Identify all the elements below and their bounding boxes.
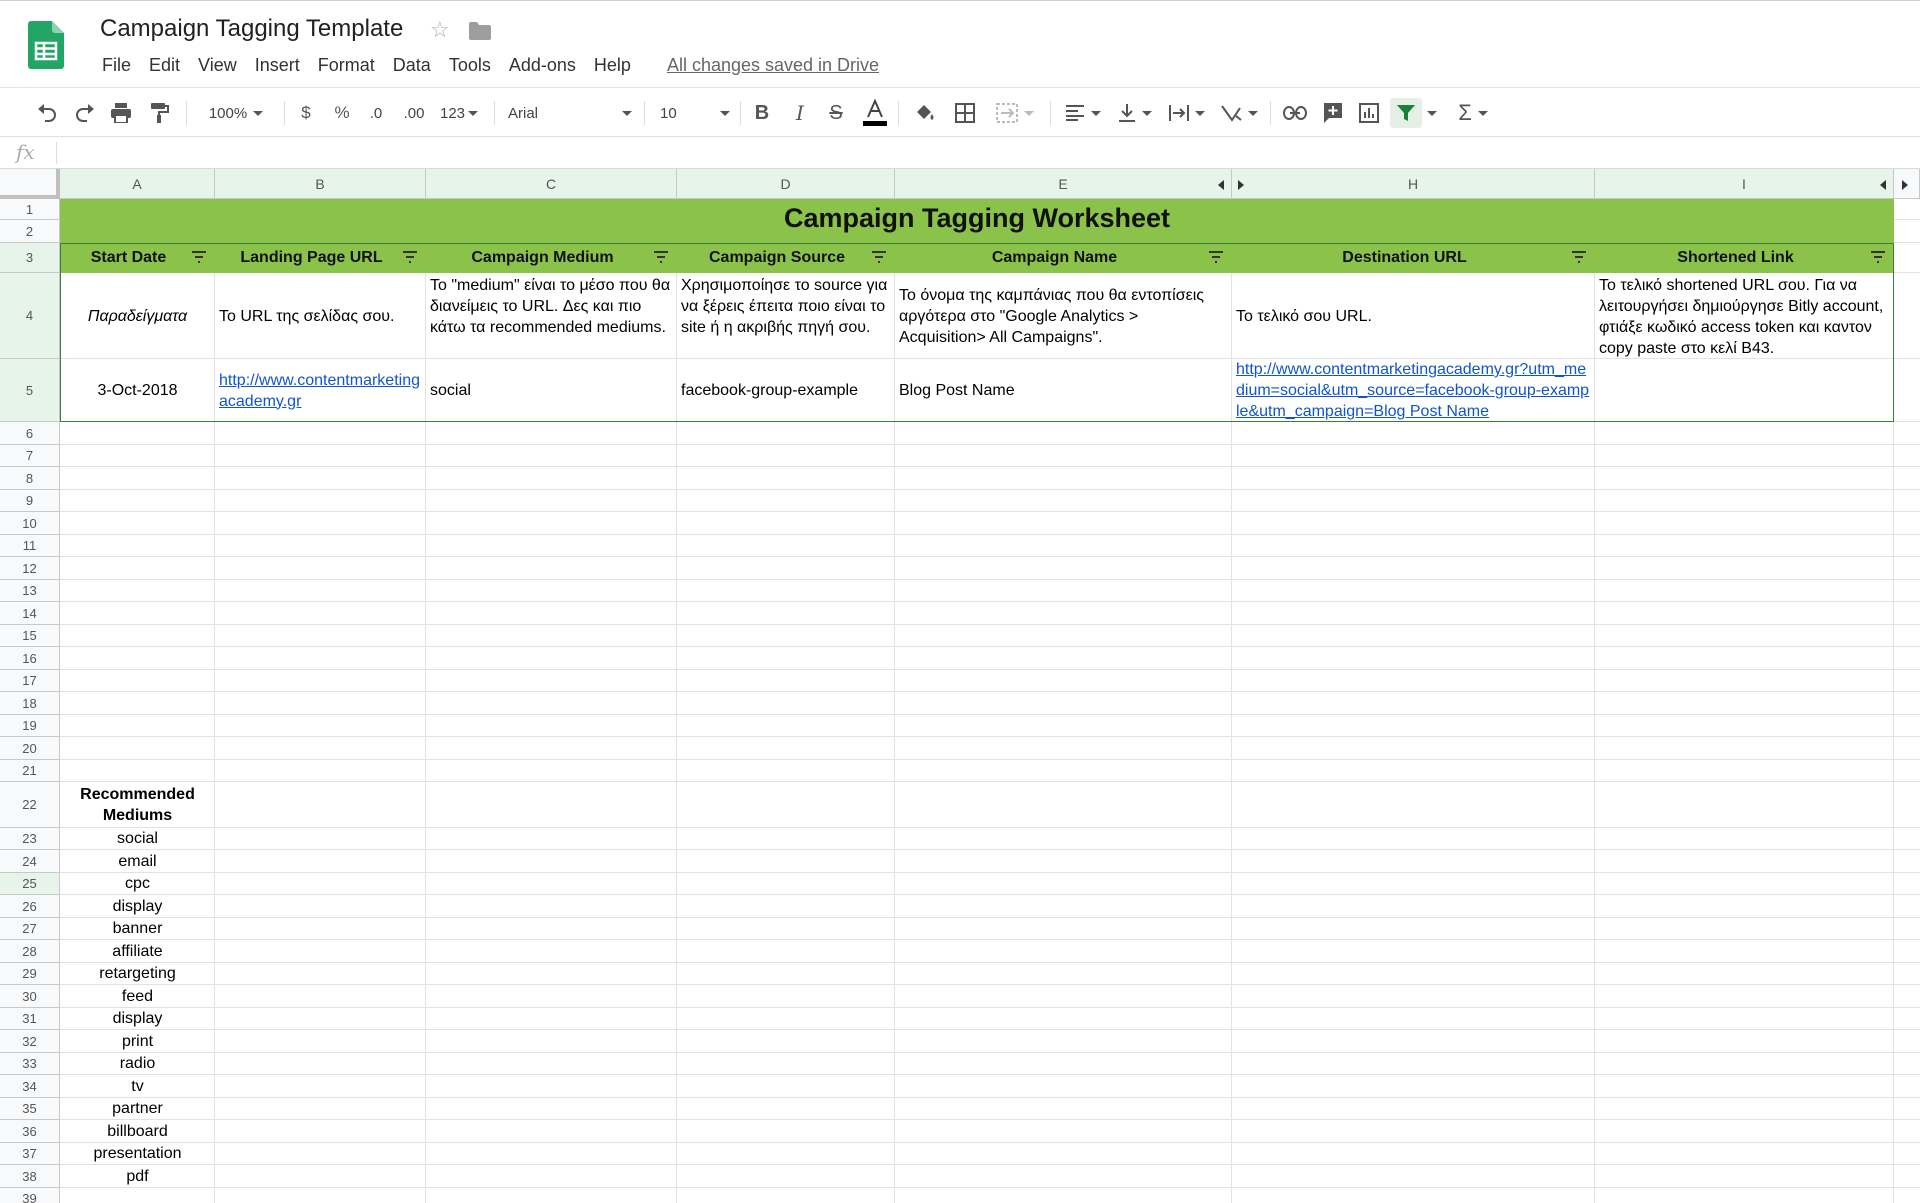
example-shortened-link-cell[interactable]: Το τελικό shortened URL σου. Για να λειτουργήσει δημιούργησε Bitly account, φτιάξε κωδικό access token και καντον copy paste στο κελί B43. [1599, 277, 1884, 357]
horizontal-align-icon[interactable] [1062, 98, 1104, 128]
start-date-cell[interactable]: 3-Oct-2018 [97, 382, 178, 399]
medium-cell[interactable]: billboard [107, 1123, 168, 1140]
source-cell[interactable]: facebook-group-example [681, 382, 858, 399]
gridline [60, 827, 1920, 828]
row-header[interactable]: 29 [0, 963, 60, 985]
header-cell[interactable] [1232, 243, 1595, 273]
row-header[interactable]: 14 [0, 602, 60, 625]
italic-icon[interactable]: I [796, 101, 804, 125]
gridline [60, 894, 1920, 895]
menu-data[interactable]: Data [392, 55, 431, 75]
menu-edit[interactable]: Edit [149, 55, 181, 75]
row-header[interactable]: 35 [0, 1098, 60, 1120]
column-filter-icon[interactable] [1208, 251, 1224, 263]
gridline [60, 691, 1920, 692]
chevron-down-icon [1478, 111, 1488, 116]
row-header[interactable]: 36 [0, 1120, 60, 1143]
filter-menu-chevron-down-icon[interactable] [1424, 98, 1440, 128]
shortened-link-cell[interactable] [1595, 359, 1894, 422]
toolbar-separator [898, 101, 899, 125]
gridline [60, 1142, 1920, 1143]
strikethrough-icon[interactable]: S [829, 101, 843, 124]
increase-decimal-button[interactable] [398, 98, 430, 128]
header-row [60, 243, 1894, 273]
row-header[interactable]: 9 [0, 490, 60, 512]
column-header-h[interactable]: H [1232, 169, 1595, 199]
sheets-logo-icon[interactable] [28, 21, 64, 69]
chevron-down-icon [622, 111, 632, 116]
borders-icon[interactable] [950, 98, 980, 128]
row-header[interactable]: 38 [0, 1165, 60, 1188]
row-header[interactable]: 6 [0, 422, 60, 445]
header-cell[interactable] [677, 243, 895, 273]
header-label: Destination URL [1342, 249, 1467, 266]
destination-url-link[interactable]: http://www.contentmarketingacademy.gr?utm_medium=social&utm_source=facebook-group-example&utm_campaign=Blog Post Name [1236, 361, 1590, 420]
chevron-down-icon [468, 111, 478, 116]
scroll-right-arrow-icon[interactable] [1902, 180, 1908, 190]
row-header[interactable]: 4 [0, 273, 60, 359]
menu-view[interactable]: View [198, 55, 237, 75]
insert-chart-icon[interactable] [1354, 98, 1384, 128]
gridline [60, 1074, 1920, 1075]
formula-bar-divider [56, 142, 57, 164]
gridline [60, 984, 1920, 985]
row-header[interactable]: 22 [0, 782, 60, 828]
menu-insert[interactable]: Insert [254, 55, 300, 75]
chevron-down-icon [1142, 111, 1152, 116]
vertical-align-icon[interactable] [1114, 98, 1156, 128]
gridline [60, 872, 1920, 873]
select-all-corner[interactable] [0, 169, 60, 199]
gridline [60, 1164, 1920, 1165]
sheet-title[interactable]: Campaign Tagging Worksheet [783, 203, 1171, 233]
gridline [60, 624, 1920, 625]
currency-label: $ [301, 103, 311, 122]
font-size-select[interactable] [660, 98, 730, 128]
redo-icon[interactable] [70, 98, 100, 128]
gridline [60, 601, 1920, 602]
functions-icon[interactable]: Σ [1450, 98, 1496, 128]
gridline [60, 556, 1920, 557]
row-header[interactable]: 2 [0, 220, 60, 243]
row-header[interactable]: 17 [0, 670, 60, 692]
medium-cell[interactable]: display [112, 1010, 163, 1027]
header-cell[interactable] [1595, 243, 1894, 273]
bold-icon[interactable]: B [754, 101, 770, 124]
row-header[interactable]: 26 [0, 895, 60, 918]
gridline [60, 917, 1920, 918]
insert-comment-icon[interactable] [1318, 98, 1348, 128]
medium-cell[interactable]: pdf [126, 1168, 149, 1185]
text-rotation-icon[interactable] [1218, 98, 1260, 128]
example-landing-url-cell[interactable]: Το URL της σελίδας σου. [219, 307, 395, 325]
gridline [60, 489, 1920, 490]
row-header[interactable]: 7 [0, 445, 60, 467]
column-header-d[interactable]: D [677, 169, 895, 199]
row-header[interactable]: 37 [0, 1143, 60, 1165]
header-cell[interactable] [60, 243, 215, 273]
gridline [60, 579, 1920, 580]
star-icon[interactable]: ☆ [430, 17, 450, 42]
gridline [60, 534, 1920, 535]
text-color-icon[interactable] [860, 98, 890, 128]
zoom-value: 100% [208, 104, 248, 122]
landing-url-cell[interactable] [215, 359, 426, 422]
medium-cell[interactable]: banner [112, 920, 163, 937]
header-label: Landing Page URL [240, 249, 383, 266]
example-source-cell[interactable]: Χρησιμοποίησε το source για να ξέρεις έπειτα ποιο είναι το site ή η ακριβής πηγή σου. [681, 277, 888, 336]
menu-tools[interactable]: Tools [448, 55, 491, 75]
fx-icon: fx [16, 140, 35, 164]
row-header[interactable]: 34 [0, 1075, 60, 1098]
hidden-columns-right-arrow-icon[interactable] [1238, 180, 1244, 190]
example-campaign-name-cell[interactable]: Το όνομα της καμπάνιας που θα εντοπίσεις αργότερα στο "Google Analytics > Acquisition> All Campaigns". [899, 286, 1205, 346]
example-destination-url-cell[interactable]: Το τελικό σου URL. [1236, 307, 1372, 325]
zoom-select[interactable] [200, 98, 272, 128]
column-filter-icon[interactable] [191, 251, 207, 263]
campaign-name-cell[interactable]: Blog Post Name [899, 382, 1015, 399]
row-header[interactable]: 28 [0, 940, 60, 963]
gridline [60, 714, 1920, 715]
medium-cell[interactable]: radio [119, 1055, 156, 1072]
menu-file[interactable]: File [102, 55, 132, 75]
row-header[interactable]: 27 [0, 918, 60, 940]
chevron-down-icon [253, 111, 263, 116]
gridline [60, 962, 1920, 963]
row-header[interactable]: 31 [0, 1008, 60, 1030]
gridline [60, 1029, 1920, 1030]
scroll-left-arrow-icon[interactable] [1880, 180, 1886, 190]
column-header-b[interactable]: B [215, 169, 426, 199]
decrease-decimal-label: .0 [369, 104, 383, 122]
hidden-columns-left-arrow-icon[interactable] [1218, 180, 1224, 190]
spreadsheet-grid [0, 169, 1920, 1203]
decrease-decimal-button[interactable] [362, 98, 390, 128]
chevron-down-icon [720, 111, 730, 116]
gridline [60, 759, 1920, 760]
formula-bar [0, 137, 1920, 169]
medium-cell[interactable]: social [430, 382, 471, 399]
merge-cells-icon[interactable] [990, 98, 1040, 128]
row-header[interactable]: 1 [0, 199, 60, 220]
medium-cell[interactable]: display [112, 898, 163, 915]
column-filter-icon[interactable] [402, 251, 418, 263]
destination-url-cell[interactable] [1232, 359, 1595, 422]
gridline [60, 1187, 1920, 1188]
row-header[interactable]: 3 [0, 243, 60, 273]
row-header[interactable]: 13 [0, 580, 60, 602]
font-family-value: Arial [508, 104, 539, 122]
header-cell[interactable] [895, 243, 1232, 273]
medium-cell[interactable]: cpc [125, 875, 150, 892]
insert-link-icon[interactable] [1280, 98, 1310, 128]
gridline [60, 1007, 1920, 1008]
header-label: Start Date [90, 249, 167, 266]
header-cell[interactable] [215, 243, 426, 273]
row-header[interactable]: 10 [0, 512, 60, 535]
medium-cell[interactable]: social [117, 830, 158, 847]
row-header[interactable]: 25 [0, 873, 60, 895]
gridline [60, 466, 1920, 467]
gridline [60, 736, 1920, 737]
row-header[interactable]: 8 [0, 467, 60, 490]
filter-icon[interactable] [1390, 98, 1422, 128]
gridline [60, 1052, 1920, 1053]
print-icon[interactable] [106, 98, 136, 128]
toolbar-separator [740, 101, 741, 125]
medium-cell[interactable]: email [118, 853, 157, 870]
undo-icon[interactable] [32, 98, 62, 128]
toolbar [0, 87, 1920, 137]
font-family-select[interactable] [508, 98, 632, 128]
folder-icon[interactable] [468, 21, 492, 41]
gridline [60, 669, 1920, 670]
row-header[interactable]: 23 [0, 828, 60, 850]
gridline [60, 444, 1920, 445]
row-header[interactable]: 18 [0, 692, 60, 715]
recommended-mediums-header[interactable]: Recommended Mediums [80, 786, 195, 824]
row-header[interactable]: 21 [0, 760, 60, 782]
save-status-link[interactable]: All changes saved in Drive [666, 55, 880, 75]
row-header[interactable]: 20 [0, 737, 60, 760]
column-header-a[interactable]: A [60, 169, 215, 199]
row-header[interactable]: 39 [0, 1188, 60, 1203]
row-header[interactable]: 5 [0, 359, 60, 422]
column-header-i[interactable]: I [1595, 169, 1894, 199]
toolbar-separator [494, 101, 495, 125]
toolbar-separator [1270, 101, 1271, 125]
menu-help[interactable]: Help [593, 55, 631, 75]
medium-cell[interactable]: presentation [93, 1145, 182, 1162]
gridline [60, 849, 1920, 850]
gridline [60, 511, 1920, 512]
example-start-date-cell[interactable]: Παραδείγματα [87, 307, 188, 325]
row-header[interactable]: 12 [0, 557, 60, 580]
menu-format[interactable]: Format [317, 55, 375, 75]
row-header[interactable]: 19 [0, 715, 60, 737]
currency-format-button[interactable] [294, 98, 318, 128]
menu-bar [93, 53, 888, 77]
toolbar-separator [284, 101, 285, 125]
column-filter-icon[interactable] [1870, 251, 1886, 263]
header-label: Campaign Medium [471, 249, 614, 266]
landing-url-link[interactable]: http://www.contentmarketingacademy.gr [219, 371, 420, 410]
percent-label: % [334, 103, 350, 122]
row-header[interactable]: 30 [0, 985, 60, 1008]
increase-decimal-label: .00 [403, 104, 425, 122]
toolbar-separator [644, 101, 645, 125]
header-label: Shortened Link [1677, 249, 1794, 266]
medium-cell[interactable]: feed [121, 988, 154, 1005]
chevron-down-icon [1091, 111, 1101, 116]
medium-cell[interactable]: tv [131, 1078, 144, 1095]
text-wrap-icon[interactable] [1166, 98, 1208, 128]
column-filter-icon[interactable] [653, 251, 669, 263]
row-header[interactable]: 33 [0, 1053, 60, 1075]
medium-cell[interactable]: partner [112, 1100, 163, 1117]
row-header[interactable]: 15 [0, 625, 60, 647]
row-header[interactable]: 32 [0, 1030, 60, 1053]
medium-cell[interactable]: print [121, 1033, 154, 1050]
column-filter-icon[interactable] [1571, 251, 1587, 263]
menu-add-ons[interactable]: Add-ons [508, 55, 576, 75]
toolbar-separator [186, 101, 187, 125]
header-label: Campaign Source [708, 249, 846, 266]
example-medium-cell[interactable]: Το "medium" είναι το μέσο που θα διανείμεις το URL. Δες και πιο κάτω τα recommended mediums. [430, 277, 671, 336]
gridline [60, 1097, 1920, 1098]
header-label: Campaign Name [991, 249, 1118, 266]
formula-input[interactable] [66, 141, 1906, 165]
row-header[interactable]: 24 [0, 850, 60, 873]
percent-format-button[interactable] [330, 98, 354, 128]
gridline [60, 646, 1920, 647]
row-header[interactable]: 11 [0, 535, 60, 557]
chevron-down-icon [1195, 111, 1205, 116]
gridline [60, 1119, 1920, 1120]
font-size-value: 10 [660, 104, 677, 122]
chevron-down-icon [1248, 111, 1258, 116]
paint-format-icon[interactable] [144, 98, 174, 128]
fill-color-icon[interactable] [910, 98, 940, 128]
column-header-c[interactable]: C [426, 169, 677, 199]
gridline [60, 781, 1920, 782]
gridline [60, 939, 1920, 940]
row-header[interactable]: 16 [0, 647, 60, 670]
chevron-down-icon [1024, 111, 1034, 116]
toolbar-separator [1050, 101, 1051, 125]
document-title[interactable]: Campaign Tagging Template [100, 15, 404, 42]
column-header-e[interactable]: E [895, 169, 1232, 199]
medium-cell[interactable]: retargeting [99, 965, 176, 982]
number-format-select[interactable] [436, 98, 482, 128]
medium-cell[interactable]: affiliate [112, 943, 163, 960]
number-format-label: 123 [439, 104, 466, 122]
column-filter-icon[interactable] [871, 251, 887, 263]
title-bar [0, 0, 1920, 86]
header-cell[interactable] [426, 243, 677, 273]
